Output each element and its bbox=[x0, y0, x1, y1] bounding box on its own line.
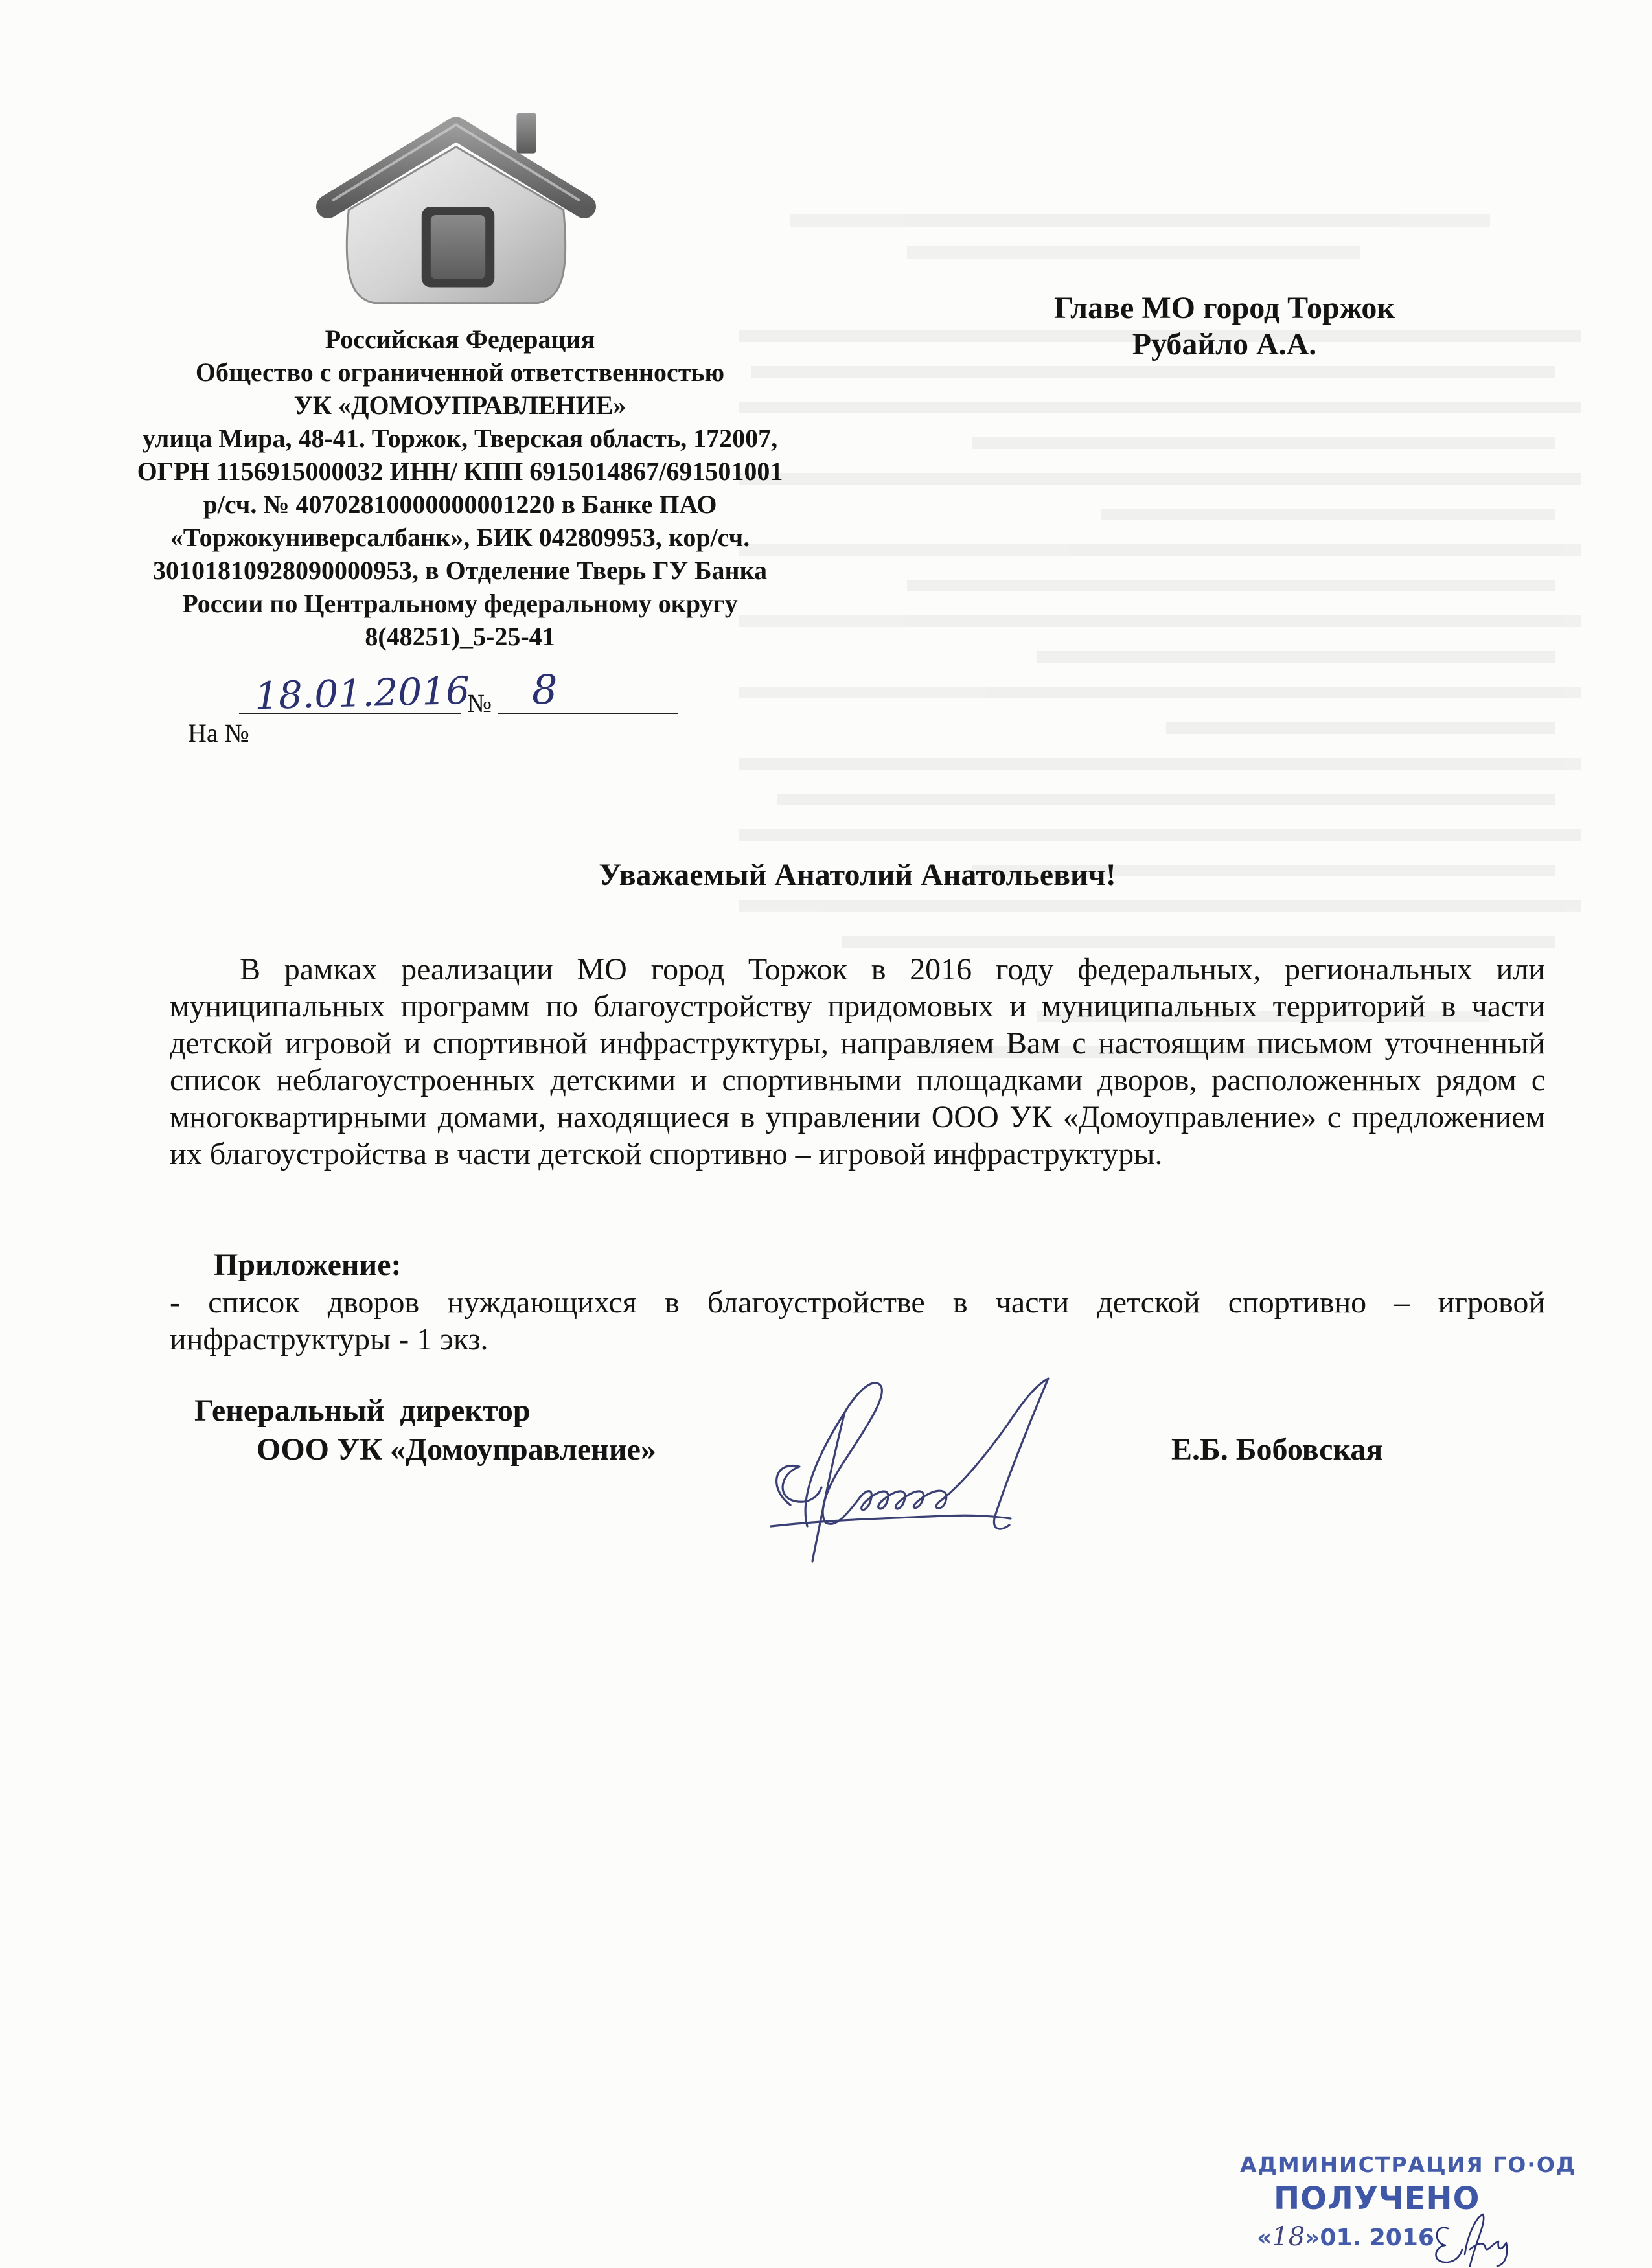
letterhead-bank-region: России по Центральному федеральному округу bbox=[182, 589, 738, 618]
letterhead-corr-account: 30101810928090000953, в Отделение Тверь ГУ Банка bbox=[152, 556, 768, 585]
addressee-title: Главе МО город Торжок bbox=[1054, 291, 1395, 325]
addressee-block bbox=[1030, 290, 1419, 363]
signer-name: Е.Б. Бобовская bbox=[1171, 1432, 1383, 1467]
letterhead-country: Российская Федерация bbox=[325, 325, 595, 354]
number-sign: № bbox=[467, 689, 492, 718]
handwritten-signature bbox=[757, 1372, 1100, 1566]
signer-position: Генеральный директор bbox=[194, 1393, 531, 1428]
letterhead-account: р/сч. № 40702810000000001220 в Банке ПАО bbox=[203, 490, 717, 519]
outgoing-date: 18.01.2016 bbox=[254, 668, 470, 718]
stamp-administration: АДМИНИСТРАЦИЯ ГО·ОД bbox=[1240, 2152, 1577, 2177]
outgoing-reference bbox=[239, 666, 693, 726]
stamp-initials-scribble bbox=[1428, 2209, 1526, 2267]
letterhead-address: улица Мира, 48-41. Торжок, Тверская область, 172007, bbox=[142, 424, 778, 453]
signer-organization: ООО УК «Домоуправление» bbox=[257, 1432, 656, 1467]
number-underline bbox=[498, 713, 678, 714]
attachment-item: - список дворов нуждающихся в благоустройстве в части детской спортивно – игровой инфраструктуры - 1 экз. bbox=[170, 1285, 1545, 1357]
salutation: Уважаемый Анатолий Анатольевич! bbox=[599, 858, 1116, 892]
letterhead bbox=[91, 323, 829, 653]
stamp-received: ПОЛУЧЕНО bbox=[1274, 2181, 1480, 2217]
outgoing-number: 8 bbox=[532, 666, 558, 713]
letterhead-org-form: Общество с ограниченной ответственностью bbox=[195, 358, 725, 387]
letterhead-org-name: УК «ДОМОУПРАВЛЕНИЕ» bbox=[293, 391, 626, 420]
stamp-date-open: « bbox=[1257, 2225, 1272, 2251]
letter-body: В рамках реализации МО город Торжок в 2016 году федеральных, региональных или муниципальных программ по благоустройству придомовых и муниципальных территорий в части детской игровой и спортивной инфраструктуры, направляем Вам с настоящим письмом уточненный список неблагоустроенных детскими и спортивными площадками дворов, расположенных рядом с многоквартирными домами, находящиеся в управлении ООО УК «Домоуправление» с предложением их благоустройства в части детской спортивно – игровой инфраструктуры. bbox=[170, 952, 1545, 1171]
attachment-label: Приложение: bbox=[214, 1248, 402, 1282]
letterhead-ogrn-inn: ОГРН 1156915000032 ИНН/ КПП 6915014867/691501001 bbox=[137, 457, 783, 486]
stamp-day-handwritten: 18 bbox=[1272, 2222, 1305, 2252]
addressee-name: Рубайло А.А. bbox=[1132, 327, 1317, 361]
reply-reference-label: На № bbox=[188, 718, 249, 748]
stamp-date-rest: »01. 2016 bbox=[1305, 2225, 1434, 2251]
stamp-date bbox=[1257, 2222, 1434, 2252]
letterhead-bank: «Торжокуниверсалбанк», БИК 042809953, кор/сч. bbox=[170, 523, 750, 552]
house-logo-icon bbox=[310, 109, 602, 311]
letterhead-phone: 8(48251)_5-25-41 bbox=[365, 622, 555, 651]
